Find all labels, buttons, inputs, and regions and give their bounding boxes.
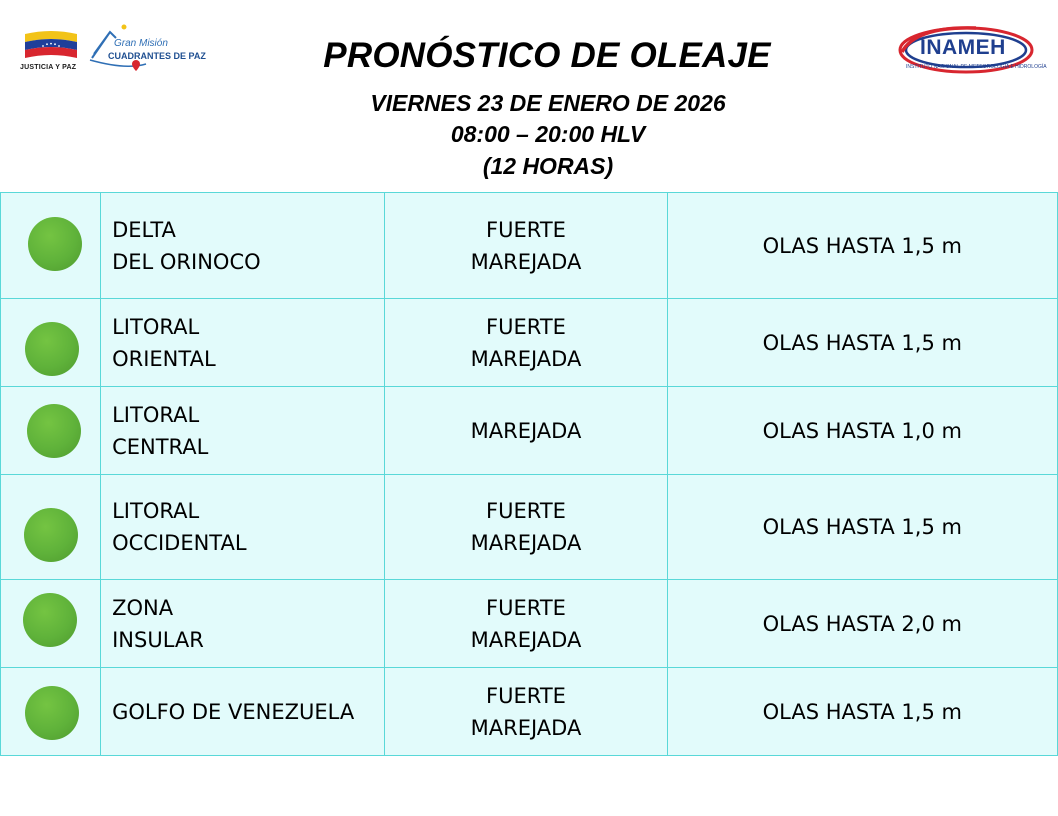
green-status-dot-icon xyxy=(24,508,78,562)
zone-line: GOLFO DE VENEZUELA xyxy=(112,699,355,724)
sea-state-line: MAREJADA xyxy=(470,627,582,652)
wave-height-cell: OLAS HASTA 1,5 m xyxy=(667,299,1057,387)
sea-state-cell xyxy=(385,387,667,475)
zone-line: LITORAL xyxy=(112,499,200,523)
sea-state-line: FUERTE xyxy=(486,499,566,523)
zone-line: DELTA xyxy=(112,217,176,242)
table-row xyxy=(1,193,1058,299)
zone-cell xyxy=(101,193,385,299)
sea-state-cell xyxy=(385,475,667,580)
table-row xyxy=(1,580,1058,668)
indicator-cell xyxy=(1,668,101,756)
green-status-dot-icon xyxy=(23,593,77,647)
justicia-y-paz-caption: JUSTICIA Y PAZ xyxy=(20,64,77,71)
sea-state-line: FUERTE xyxy=(486,683,566,708)
forecast-date: VIERNES 23 DE ENERO DE 2026 xyxy=(370,90,726,116)
table-row xyxy=(1,387,1058,475)
zone-line: DEL ORINOCO xyxy=(112,249,261,274)
inameh-wordmark: INAMEH xyxy=(920,36,1006,59)
sea-state-cell xyxy=(385,193,667,299)
green-status-dot-icon xyxy=(27,404,81,458)
green-status-dot-icon xyxy=(25,322,79,376)
wave-height-cell: OLAS HASTA 1,5 m xyxy=(667,475,1057,580)
zone-line: INSULAR xyxy=(112,627,204,652)
forecast-duration: (12 HORAS) xyxy=(482,153,614,179)
sea-state-line: FUERTE xyxy=(486,595,566,620)
sea-state-cell xyxy=(385,668,667,756)
wave-height-cell: OLAS HASTA 1,5 m xyxy=(667,668,1057,756)
green-status-dot-icon xyxy=(25,686,79,740)
table-row xyxy=(1,668,1058,756)
zone-line: LITORAL xyxy=(112,402,200,427)
zone-line: CENTRAL xyxy=(112,434,209,459)
sea-state-line: MAREJADA xyxy=(470,249,582,274)
zone-cell xyxy=(101,299,385,387)
zone-line: ZONA xyxy=(112,595,174,620)
sea-state-line: FUERTE xyxy=(486,217,566,242)
indicator-cell xyxy=(1,580,101,668)
green-status-dot-icon xyxy=(28,217,82,271)
forecast-table xyxy=(0,192,1058,756)
sea-state-line: MAREJADA xyxy=(470,715,582,740)
forecast-time-range: 08:00 – 20:00 HLV xyxy=(450,121,646,147)
mision-line1: Gran Misión xyxy=(114,38,168,49)
wave-height-cell: OLAS HASTA 1,0 m xyxy=(667,387,1057,475)
sea-state-line: MAREJADA xyxy=(470,418,582,443)
sea-state-line: MAREJADA xyxy=(470,531,582,555)
table-row xyxy=(1,475,1058,580)
sea-state-line: FUERTE xyxy=(486,314,566,339)
zone-line: OCCIDENTAL xyxy=(112,531,247,555)
inameh-caption: INSTITUTO NACIONAL DE METEOROLOGÍA E HIDROLOGÍA xyxy=(906,64,1047,70)
wave-height-cell: OLAS HASTA 2,0 m xyxy=(667,580,1057,668)
indicator-cell xyxy=(1,193,101,299)
zone-line: LITORAL xyxy=(112,314,200,339)
wave-height-cell: OLAS HASTA 1,5 m xyxy=(667,193,1057,299)
table-row xyxy=(1,299,1058,387)
mision-line2: CUADRANTES DE PAZ xyxy=(108,51,206,61)
indicator-cell xyxy=(1,387,101,475)
page-title: PRONÓSTICO DE OLEAJE xyxy=(323,36,771,75)
sea-state-cell xyxy=(385,580,667,668)
indicator-cell xyxy=(1,475,101,580)
zone-cell xyxy=(101,387,385,475)
sea-state-line: MAREJADA xyxy=(470,346,582,371)
zone-line: ORIENTAL xyxy=(112,346,216,371)
zone-cell xyxy=(101,475,385,580)
sea-state-cell xyxy=(385,299,667,387)
zone-cell xyxy=(101,668,385,756)
zone-cell xyxy=(101,580,385,668)
indicator-cell xyxy=(1,299,101,387)
